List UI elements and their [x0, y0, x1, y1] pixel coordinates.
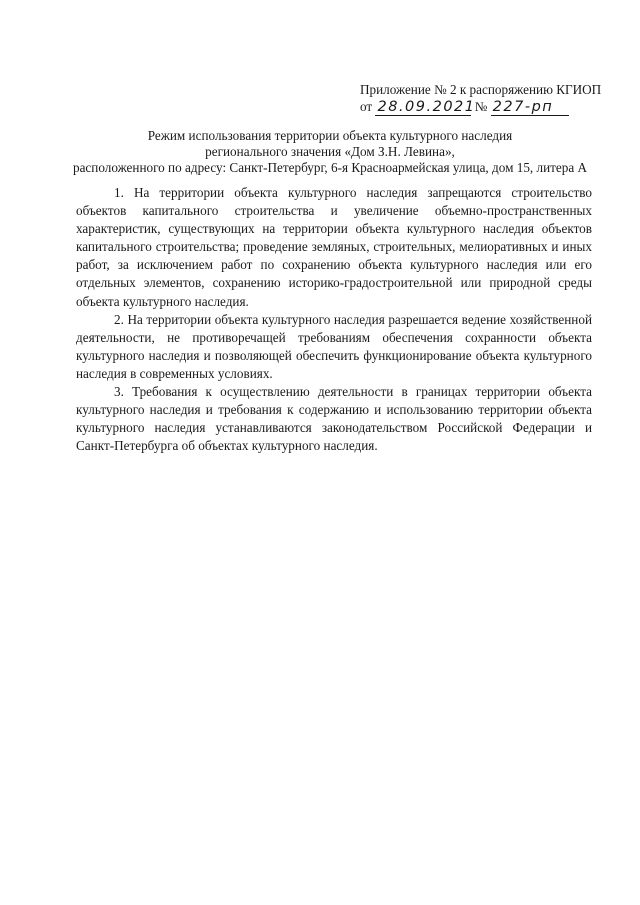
handwritten-number: 227-рп: [491, 100, 569, 116]
document-body: [76, 184, 592, 455]
handwritten-date: 28.09.2021: [377, 99, 476, 115]
paragraph-1: 1. На территории объекта культурного наследия запрещаются строительство объектов капитального строительства и увеличение объемно-пространственных характеристик, существующих на территории объекта культурного наследия объектов капитального строительства; проведение земляных, строительных, мелиоративных и иных работ, за исключением работ по сохранению объекта культурного наследия или его отдельных элементов, сохранению историко-градостроительной или природной среды объекта культурного наследия.: [76, 185, 592, 309]
heading-line-3: расположенного по адресу: Санкт-Петербург, 6-я Красноармейская улица, дом 15, литера А: [72, 160, 588, 175]
appendix-title: Приложение № 2 к распоряжению КГИОП: [360, 82, 602, 97]
paragraph-3: 3. Требования к осуществлению деятельности в границах территории объекта культурного наследия и требования к содержанию и использованию территории объекта культурного наследия устанавливаются законодательством Российской Федерации и Санкт-Петербурга об объектах культурного наследия.: [76, 384, 592, 454]
heading-line-2: регионального значения «Дом З.Н. Левина»,: [205, 144, 455, 159]
date-prefix: от: [360, 99, 373, 114]
document-heading: [60, 128, 600, 176]
paragraph-2: 2. На территории объекта культурного наследия разрешается ведение хозяйственной деятельности, не противоречащей требованиям обеспечения сохранности объекта культурного наследия и позволяющей обеспечить функционирование объекта культурного наследия в современных условиях.: [76, 311, 592, 381]
appendix-date-number-line: [360, 99, 592, 116]
appendix-block: [360, 82, 602, 116]
number-prefix: №: [474, 99, 488, 114]
heading-line-1: Режим использования территории объекта культурного наследия: [147, 128, 513, 143]
